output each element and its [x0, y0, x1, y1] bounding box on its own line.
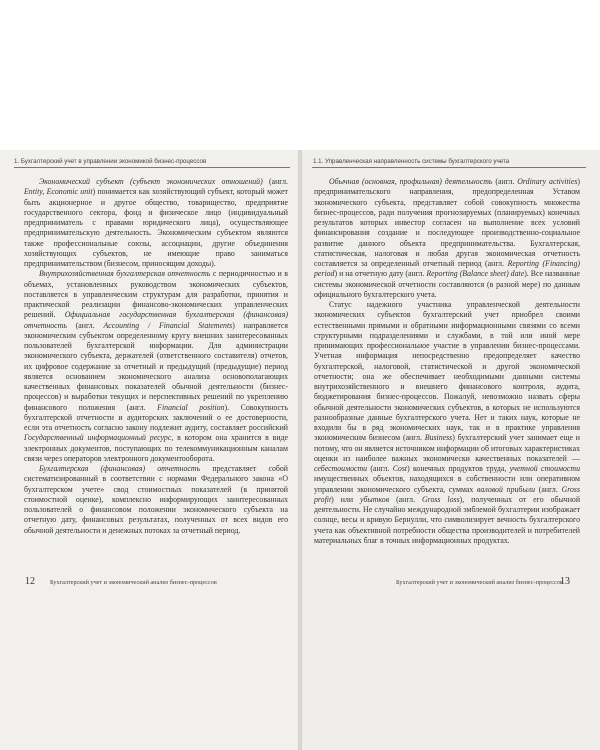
- left-text-column: [24, 177, 288, 536]
- text-run: , в котором она хранится в виде электронных документов, поступающих по телекоммуникационным каналам связи через операторов электронного документооборота.: [24, 433, 288, 463]
- italic-term: Экономический субъект (субъект экономических отношений): [39, 177, 263, 186]
- italic-term: валовой прибыли: [477, 484, 536, 494]
- text-run: имущественных объектов, находящихся в собственности или оперативном управлении экономического субъекта, суммах: [314, 474, 580, 494]
- italic-term: Reporting (Financing) period: [314, 259, 580, 279]
- italic-term: убытков: [360, 494, 390, 504]
- text-run: ) конечных продуктов труда,: [407, 464, 510, 473]
- scan-background-top: [0, 0, 600, 150]
- left-header-rule: [14, 167, 290, 168]
- italic-term: Ordinary activities: [517, 177, 578, 186]
- paragraph: [24, 464, 288, 536]
- text-run: ) понимается как хозяйствующий субъект, который может быть акционерное и другое общество, товарищество, предприятие государственного сектора, фонд и физическое лицо (индивидуальный предприниматель с правами юридического лица), осуществляющее предпринимательскую деятельность. Экономическим субъектом являются также профессиональные союзы, ассоциации, другие объединения хозяйствующих субъектов, не имеющие право заниматься предпринимательством (бизнесом, приносящим доходы).: [24, 187, 288, 268]
- left-page-number: 12: [25, 576, 35, 587]
- text-run: ) направляется экономическим субъектом определенному кругу внешних заинтересованных пользователей бухгалтерской информации. Для администрации экономического субъекта, держателей (ответственного составителя) отчетов, их цифровое содержание за отчетный и предыдущий (предыдущие) период является основанием экономического анализа основополагающих качественных финансовых показателей обычной деятельности (бизнес-процессов) и выработки текущих и перспективных решений по укреплению финансового положения (англ.: [24, 320, 288, 412]
- italic-term: Financial position: [157, 402, 225, 412]
- italic-term: Cost: [392, 464, 408, 473]
- left-running-header: 1. Бухгалтерский учет в управлении экономикой бизнес-процессов: [14, 158, 207, 165]
- italic-term: Обычная (основная, профильная) деятельность: [329, 177, 493, 186]
- text-run: (англ.: [66, 320, 104, 330]
- text-run: (англ.: [535, 484, 562, 494]
- text-run: ) предпринимательского направления, предопределенная Уставом экономического субъекта, представляет собой совокупность множества бизнес-процессов, ради получения прогнозируемых (планируемых) конечных результатов которых инвестор согласен на выполнение всех условий финансирования создание и последующее производственно-социальное развитие данного объекта предпринимательства. Бухгалтерская, статистическая, налоговая и любая другая экономическая отчетность составляется за определенный отчетный период (англ.: [314, 177, 580, 268]
- italic-term: Reporting (Balance sheet) date: [426, 269, 525, 279]
- text-run: с периодичностью и в объемах, установленных руководством экономических субъектов, поставляется в управленческим структурам для разработки, принятия и практической реализации финансово-экономических управленческих решений.: [24, 269, 289, 320]
- text-run: (англ.: [492, 177, 518, 186]
- paragraph: [314, 177, 580, 300]
- italic-term: Accounting / Financial Statements: [103, 320, 233, 330]
- italic-term: Business: [424, 433, 453, 443]
- paragraph: [24, 269, 288, 464]
- italic-term: учетной стоимости: [509, 464, 580, 473]
- italic-term: Бухгалтерская (финансовая) отчетность: [39, 464, 201, 473]
- text-run: (англ.: [389, 494, 423, 504]
- text-run: ) и на отчетную дату (англ.: [334, 269, 427, 279]
- text-run: ) или: [331, 494, 360, 504]
- right-footer-title: Бухгалтерский учет и экономический анализ бизнес-процессов: [396, 579, 563, 586]
- left-footer-title: Бухгалтерский учет и экономический анализ бизнес-процессов: [50, 579, 217, 586]
- italic-term: Gross profit: [314, 484, 580, 504]
- text-run: (англ.: [262, 177, 288, 186]
- text-run: (англ.: [367, 464, 393, 473]
- right-page-number: 13: [560, 576, 570, 587]
- book-gutter: [298, 150, 302, 750]
- text-run: ). Все названные системы экономической отчетности составляются (в разной мере) по данным официального бухгалтерского учета.: [314, 269, 580, 299]
- italic-term: Внутрихозяйственная бухгалтерская отчетность: [39, 269, 211, 279]
- text-run: Статус надежного участника управленческой деятельности экономических субъектов бухгалтерский учет приобрел своими естественными прямыми и обратными информационными связями со всеми структурными подразделениями и службами, в той или иной мере принимающих профессиональное участие в управлении бизнес-процессами. Учетная информация непосредственно предопределяет качество бухгалтерской, налоговой, статистической и другой экономической отчетности; она же обеспечивает необходимыми данными системы внутрихозяйственного и внешнего финансового контроля, аудита, бюджетирования бизнес-процессов. Пожалуй, невозможно назвать сферы обычной деятельности экономических субъектов, в которых не используются разнообразные данные бухгалтерского учета. Нет и таких наук, которые не входили бы в ряд экономических наук, так и в практике управления экономическим бизнесом (англ.: [314, 300, 580, 443]
- paragraph: [24, 177, 288, 269]
- italic-term: Государственный информационный ресурс: [24, 433, 172, 443]
- right-header-rule: [312, 167, 586, 168]
- paragraph: [314, 300, 580, 546]
- italic-term: Entity, Economic unit: [24, 187, 93, 197]
- right-text-column: [314, 177, 580, 546]
- text-run: ) бухгалтерский учет занимает еще и потому, что он является источником информации об итоговых характеристиках оценки из наиболее важных экономически качественных показателей —: [314, 433, 581, 463]
- text-run: ). Совокупность бухгалтерской отчетности и аудиторских заключений о ее достоверности, если эта отчетность согласно закону подлежит аудиту, составляет российский: [24, 402, 288, 432]
- right-running-header: 1.1. Управленческая направленность системы бухгалтерского учета: [313, 158, 510, 165]
- italic-term: себестоимости: [314, 464, 368, 473]
- text-run: ), полученных от его обычной деятельности. Не случайно международной эмблемой бухгалтерии изображает солнце, весы и кривую Бернулли, что символизирует вечность бухгалтерского учета как объективной потребности общества производителей и потребителей материальных благ в точных информационных продуктах.: [314, 494, 581, 545]
- italic-term: Официальная государственная бухгалтерская (финансовая) отчетность: [24, 310, 288, 330]
- italic-term: Gross loss: [422, 494, 460, 504]
- text-run: представляет собой систематизированный в соответствии с нормами Федерального закона «О бухгалтерском учете» свод стоимостных показателей (в принятой стоимостной оценке), комплексно информирующих заинтересованных пользователей о финансовом положении экономического субъекта на отчетную дату, финансовых результатах, полученных от всех видов его обычной деятельности и денежных потоках за отчетный период.: [24, 464, 288, 535]
